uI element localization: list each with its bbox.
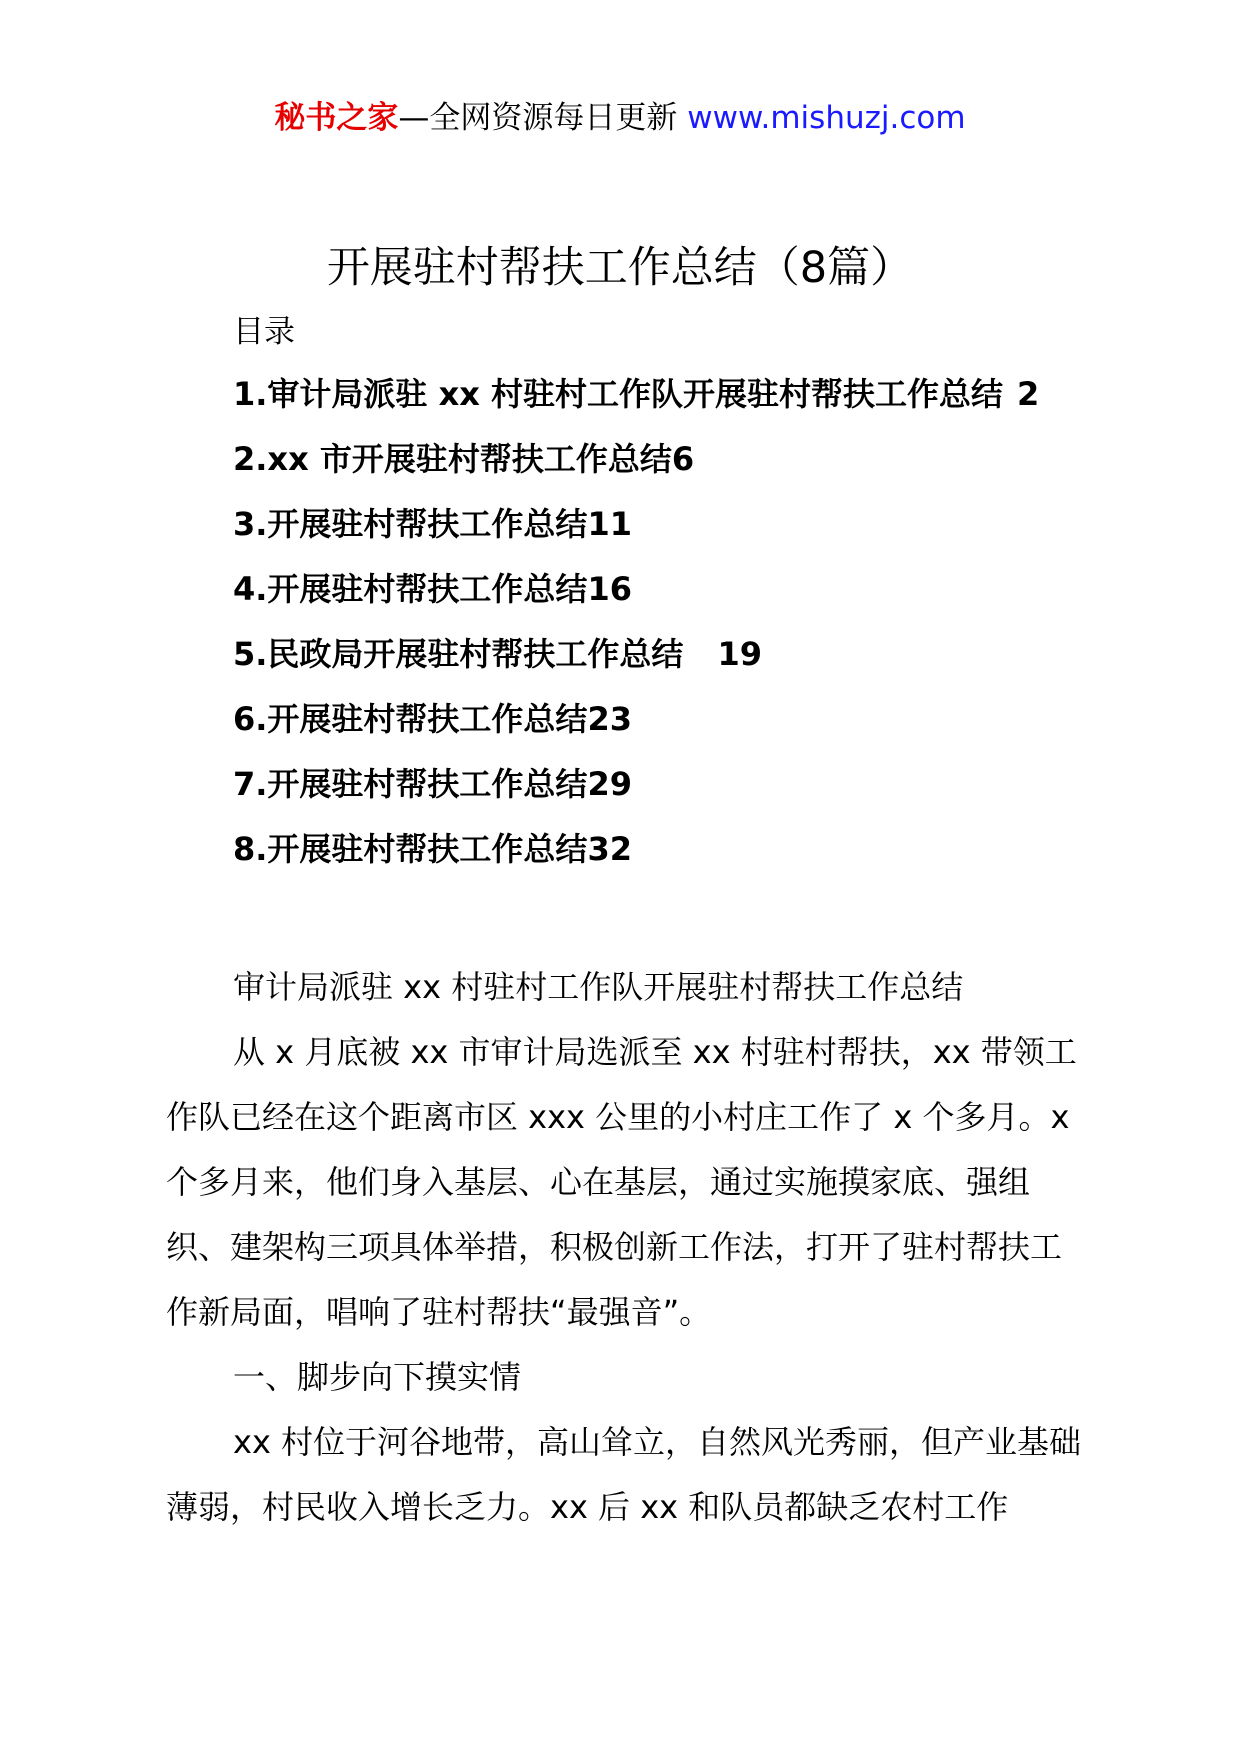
toc-item-label: 5.民政局开展驻村帮扶工作总结 bbox=[233, 635, 684, 673]
toc-item-page: 16 bbox=[587, 570, 632, 608]
toc-item-label: 2.xx 市开展驻村帮扶工作总结 bbox=[233, 440, 672, 478]
site-url-link[interactable]: www.mishuzj.com bbox=[687, 100, 966, 136]
toc-item-page: 29 bbox=[587, 765, 632, 803]
toc-item-label: 7.开展驻村帮扶工作总结 bbox=[233, 765, 588, 803]
section-subheading: 一、脚步向下摸实情 bbox=[233, 1358, 522, 1396]
toc-item[interactable] bbox=[233, 567, 1113, 632]
toc-item[interactable] bbox=[233, 632, 1113, 697]
document-body bbox=[166, 955, 1086, 1540]
table-of-contents bbox=[233, 372, 1113, 892]
toc-item-page: 32 bbox=[587, 830, 632, 868]
toc-item[interactable] bbox=[233, 697, 1113, 762]
toc-item[interactable] bbox=[233, 762, 1113, 827]
toc-heading: 目录 bbox=[233, 314, 295, 350]
body-paragraph: 从 x 月底被 xx 市审计局选派至 xx 村驻村帮扶，xx 带领工作队已经在这个距离市区 xxx 公里的小村庄工作了 x 个多月。x 个多月来，他们身入基层、心在基层，通过实施摸家底、强组织、建架构三项具体举措，积极创新工作法，打开了驻村帮扶工作新局面，唱响了驻村帮扶“最强音”。 bbox=[166, 1033, 1077, 1331]
toc-item-label: 3.开展驻村帮扶工作总结 bbox=[233, 505, 588, 543]
toc-item[interactable] bbox=[233, 502, 1113, 567]
toc-item-page: 11 bbox=[587, 505, 632, 543]
document-title: 开展驻村帮扶工作总结（8篇） bbox=[326, 243, 914, 293]
site-header bbox=[0, 96, 1240, 140]
toc-item-page: 19 bbox=[717, 635, 762, 673]
toc-item-label: 1.审计局派驻 xx 村驻村工作队开展驻村帮扶工作总结 bbox=[233, 375, 1003, 413]
toc-item-page: 2 bbox=[1017, 375, 1040, 413]
site-brand: 秘书之家 bbox=[274, 100, 399, 136]
body-paragraph: xx 村位于河谷地带，高山耸立，自然风光秀丽，但产业基础薄弱，村民收入增长乏力。xx 后 xx 和队员都缺乏农村工作 bbox=[166, 1423, 1082, 1526]
site-tagline: —全网资源每日更新 bbox=[398, 100, 688, 136]
toc-item[interactable] bbox=[233, 437, 1113, 502]
toc-item-label: 8.开展驻村帮扶工作总结 bbox=[233, 830, 588, 868]
toc-item-label: 6.开展驻村帮扶工作总结 bbox=[233, 700, 588, 738]
toc-item-page: 6 bbox=[671, 440, 695, 478]
toc-item[interactable] bbox=[233, 372, 1113, 437]
toc-item-label: 4.开展驻村帮扶工作总结 bbox=[233, 570, 588, 608]
section-title: 审计局派驻 xx 村驻村工作队开展驻村帮扶工作总结 bbox=[233, 968, 964, 1006]
toc-item-page: 23 bbox=[587, 700, 632, 738]
toc-item[interactable] bbox=[233, 827, 1113, 892]
